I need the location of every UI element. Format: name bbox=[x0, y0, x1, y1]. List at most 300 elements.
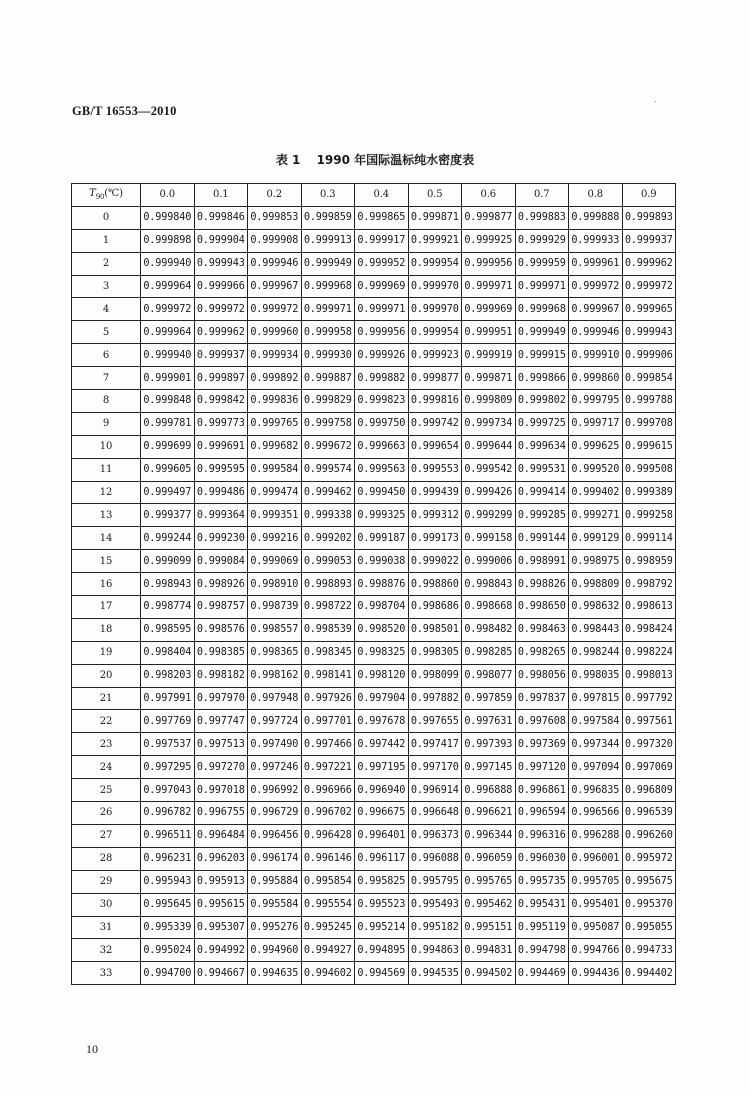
density-cell: 0.997608 bbox=[515, 710, 569, 733]
table-row bbox=[72, 962, 676, 985]
column-header: 0.8 bbox=[569, 184, 623, 207]
table-row bbox=[72, 367, 676, 390]
density-cell: 0.996344 bbox=[462, 824, 516, 847]
density-cell: 0.996373 bbox=[408, 824, 462, 847]
density-cell: 0.998305 bbox=[408, 641, 462, 664]
row-temperature-label: 26 bbox=[72, 802, 141, 825]
density-cell: 0.998722 bbox=[301, 596, 355, 619]
column-header: 0.2 bbox=[248, 184, 302, 207]
density-cell: 0.999952 bbox=[355, 252, 409, 275]
density-cell: 0.995339 bbox=[141, 916, 195, 939]
density-cell: 0.997145 bbox=[462, 756, 516, 779]
density-cell: 0.995431 bbox=[515, 893, 569, 916]
page-number: 10 bbox=[86, 1042, 98, 1056]
table-row bbox=[72, 390, 676, 413]
density-cell: 0.999795 bbox=[569, 390, 623, 413]
density-cell: 0.998975 bbox=[569, 550, 623, 573]
density-cell: 0.994992 bbox=[194, 939, 248, 962]
density-cell: 0.997466 bbox=[301, 733, 355, 756]
density-cell: 0.999584 bbox=[248, 458, 302, 481]
table-caption-title: 1990 年国际温标纯水密度表 bbox=[316, 153, 475, 167]
density-cell: 0.998959 bbox=[622, 550, 676, 573]
table-caption bbox=[0, 151, 750, 168]
density-cell: 0.999940 bbox=[141, 252, 195, 275]
density-cell: 0.999563 bbox=[355, 458, 409, 481]
density-cell: 0.999972 bbox=[622, 275, 676, 298]
density-cell: 0.996428 bbox=[301, 824, 355, 847]
row-temperature-label: 8 bbox=[72, 390, 141, 413]
density-cell: 0.999965 bbox=[622, 298, 676, 321]
density-cell: 0.997537 bbox=[141, 733, 195, 756]
row-temperature-label: 1 bbox=[72, 229, 141, 252]
density-cell: 0.994831 bbox=[462, 939, 516, 962]
density-cell: 0.999971 bbox=[515, 275, 569, 298]
density-cell: 0.996702 bbox=[301, 802, 355, 825]
density-cell: 0.999338 bbox=[301, 504, 355, 527]
density-cell: 0.999414 bbox=[515, 481, 569, 504]
density-cell: 0.999926 bbox=[355, 344, 409, 367]
density-cell: 0.998539 bbox=[301, 618, 355, 641]
density-cell: 0.995854 bbox=[301, 870, 355, 893]
density-cell: 0.997859 bbox=[462, 687, 516, 710]
column-header: 0.7 bbox=[515, 184, 569, 207]
table-row bbox=[72, 710, 676, 733]
density-cell: 0.999271 bbox=[569, 504, 623, 527]
row-temperature-label: 19 bbox=[72, 641, 141, 664]
density-cell: 0.999972 bbox=[248, 298, 302, 321]
density-cell: 0.996566 bbox=[569, 802, 623, 825]
density-cell: 0.999299 bbox=[462, 504, 516, 527]
density-cell: 0.998991 bbox=[515, 550, 569, 573]
table-row bbox=[72, 481, 676, 504]
density-cell: 0.998501 bbox=[408, 618, 462, 641]
density-cell: 0.998285 bbox=[462, 641, 516, 664]
density-cell: 0.997369 bbox=[515, 733, 569, 756]
row-temperature-label: 33 bbox=[72, 962, 141, 985]
density-cell: 0.999968 bbox=[301, 275, 355, 298]
density-cell: 0.999877 bbox=[408, 367, 462, 390]
density-cell: 0.996511 bbox=[141, 824, 195, 847]
density-cell: 0.999006 bbox=[462, 550, 516, 573]
density-cell: 0.998774 bbox=[141, 596, 195, 619]
density-cell: 0.997270 bbox=[194, 756, 248, 779]
density-cell: 0.999022 bbox=[408, 550, 462, 573]
density-cell: 0.997724 bbox=[248, 710, 302, 733]
density-cell: 0.997970 bbox=[194, 687, 248, 710]
density-cell: 0.998632 bbox=[569, 596, 623, 619]
density-cell: 0.999708 bbox=[622, 412, 676, 435]
density-cell: 0.999853 bbox=[248, 206, 302, 229]
density-cell: 0.995523 bbox=[355, 893, 409, 916]
row-temperature-label: 17 bbox=[72, 596, 141, 619]
density-cell: 0.998926 bbox=[194, 573, 248, 596]
temperature-unit: (℃) bbox=[104, 188, 123, 200]
density-cell: 0.999956 bbox=[355, 321, 409, 344]
density-cell: 0.999956 bbox=[462, 252, 516, 275]
table-row bbox=[72, 756, 676, 779]
density-cell: 0.996648 bbox=[408, 802, 462, 825]
density-cell: 0.999854 bbox=[622, 367, 676, 390]
table-row bbox=[72, 802, 676, 825]
density-cell: 0.996539 bbox=[622, 802, 676, 825]
column-header: 0.1 bbox=[194, 184, 248, 207]
row-temperature-label: 14 bbox=[72, 527, 141, 550]
density-cell: 0.998910 bbox=[248, 573, 302, 596]
density-cell: 0.998893 bbox=[301, 573, 355, 596]
row-temperature-label: 29 bbox=[72, 870, 141, 893]
density-cell: 0.998013 bbox=[622, 664, 676, 687]
density-cell: 0.995276 bbox=[248, 916, 302, 939]
density-cell: 0.995214 bbox=[355, 916, 409, 939]
density-cell: 0.996117 bbox=[355, 847, 409, 870]
density-cell: 0.999663 bbox=[355, 435, 409, 458]
density-cell: 0.998668 bbox=[462, 596, 516, 619]
density-cell: 0.997747 bbox=[194, 710, 248, 733]
density-cell: 0.995735 bbox=[515, 870, 569, 893]
row-temperature-label: 23 bbox=[72, 733, 141, 756]
density-cell: 0.997769 bbox=[141, 710, 195, 733]
density-cell: 0.999351 bbox=[248, 504, 302, 527]
density-cell: 0.994667 bbox=[194, 962, 248, 985]
density-cell: 0.995795 bbox=[408, 870, 462, 893]
density-cell: 0.998757 bbox=[194, 596, 248, 619]
density-cell: 0.999084 bbox=[194, 550, 248, 573]
table-row bbox=[72, 298, 676, 321]
density-cell: 0.996914 bbox=[408, 779, 462, 802]
density-cell: 0.997442 bbox=[355, 733, 409, 756]
table-row bbox=[72, 916, 676, 939]
density-cell: 0.999964 bbox=[141, 275, 195, 298]
density-cell: 0.999929 bbox=[515, 229, 569, 252]
density-cell: 0.999038 bbox=[355, 550, 409, 573]
density-cell: 0.999946 bbox=[569, 321, 623, 344]
density-cell: 0.999615 bbox=[622, 435, 676, 458]
density-cell: 0.999644 bbox=[462, 435, 516, 458]
density-cell: 0.999325 bbox=[355, 504, 409, 527]
temperature-symbol: T bbox=[89, 188, 96, 200]
density-cell: 0.994502 bbox=[462, 962, 516, 985]
density-cell: 0.999969 bbox=[355, 275, 409, 298]
density-cell: 0.999725 bbox=[515, 412, 569, 435]
table-row bbox=[72, 550, 676, 573]
density-cell: 0.999970 bbox=[408, 298, 462, 321]
density-cell: 0.995645 bbox=[141, 893, 195, 916]
density-cell: 0.997815 bbox=[569, 687, 623, 710]
density-cell: 0.999901 bbox=[141, 367, 195, 390]
density-cell: 0.997631 bbox=[462, 710, 516, 733]
density-cell: 0.999930 bbox=[301, 344, 355, 367]
density-cell: 0.999908 bbox=[248, 229, 302, 252]
density-cell: 0.997018 bbox=[194, 779, 248, 802]
density-cell: 0.995055 bbox=[622, 916, 676, 939]
density-cell: 0.999553 bbox=[408, 458, 462, 481]
density-cell: 0.999840 bbox=[141, 206, 195, 229]
density-cell: 0.999871 bbox=[408, 206, 462, 229]
table-row bbox=[72, 733, 676, 756]
density-cell: 0.995493 bbox=[408, 893, 462, 916]
row-temperature-label: 27 bbox=[72, 824, 141, 847]
density-cell: 0.999672 bbox=[301, 435, 355, 458]
density-cell: 0.999959 bbox=[515, 252, 569, 275]
density-cell: 0.995370 bbox=[622, 893, 676, 916]
density-cell: 0.999913 bbox=[301, 229, 355, 252]
density-cell: 0.998056 bbox=[515, 664, 569, 687]
density-cell: 0.999964 bbox=[141, 321, 195, 344]
table-caption-label: 表 1 bbox=[275, 153, 301, 167]
density-cell: 0.995182 bbox=[408, 916, 462, 939]
density-cell: 0.997170 bbox=[408, 756, 462, 779]
density-cell: 0.997320 bbox=[622, 733, 676, 756]
density-cell: 0.998557 bbox=[248, 618, 302, 641]
row-temperature-label: 3 bbox=[72, 275, 141, 298]
density-cell: 0.997678 bbox=[355, 710, 409, 733]
density-cell: 0.999258 bbox=[622, 504, 676, 527]
density-cell: 0.996174 bbox=[248, 847, 302, 870]
density-cell: 0.997120 bbox=[515, 756, 569, 779]
density-cell: 0.997295 bbox=[141, 756, 195, 779]
density-cell: 0.999954 bbox=[408, 252, 462, 275]
density-cell: 0.999906 bbox=[622, 344, 676, 367]
density-cell: 0.999765 bbox=[248, 412, 302, 435]
table-row bbox=[72, 618, 676, 641]
column-header: 0.0 bbox=[141, 184, 195, 207]
density-cell: 0.999389 bbox=[622, 481, 676, 504]
density-cell: 0.998244 bbox=[569, 641, 623, 664]
row-temperature-label: 11 bbox=[72, 458, 141, 481]
row-temperature-label: 9 bbox=[72, 412, 141, 435]
density-cell: 0.999053 bbox=[301, 550, 355, 573]
density-cell: 0.999486 bbox=[194, 481, 248, 504]
density-cell: 0.999972 bbox=[194, 298, 248, 321]
table-row bbox=[72, 870, 676, 893]
density-cell: 0.999937 bbox=[622, 229, 676, 252]
density-cell: 0.994766 bbox=[569, 939, 623, 962]
density-cell: 0.998650 bbox=[515, 596, 569, 619]
table-row bbox=[72, 275, 676, 298]
density-cell: 0.996675 bbox=[355, 802, 409, 825]
density-cell: 0.998463 bbox=[515, 618, 569, 641]
density-cell: 0.995554 bbox=[301, 893, 355, 916]
density-cell: 0.999925 bbox=[462, 229, 516, 252]
density-cell: 0.997195 bbox=[355, 756, 409, 779]
row-temperature-label: 13 bbox=[72, 504, 141, 527]
table-row bbox=[72, 504, 676, 527]
density-cell: 0.999933 bbox=[569, 229, 623, 252]
density-cell: 0.999934 bbox=[248, 344, 302, 367]
table-row bbox=[72, 687, 676, 710]
density-cell: 0.999364 bbox=[194, 504, 248, 527]
density-cell: 0.999634 bbox=[515, 435, 569, 458]
density-cell: 0.997991 bbox=[141, 687, 195, 710]
row-temperature-label: 6 bbox=[72, 344, 141, 367]
row-temperature-label: 31 bbox=[72, 916, 141, 939]
density-cell: 0.999244 bbox=[141, 527, 195, 550]
table-row bbox=[72, 229, 676, 252]
density-cell: 0.997069 bbox=[622, 756, 676, 779]
density-cell: 0.997584 bbox=[569, 710, 623, 733]
density-cell: 0.998613 bbox=[622, 596, 676, 619]
column-header: 0.9 bbox=[622, 184, 676, 207]
scan-speck bbox=[655, 101, 656, 102]
density-cell: 0.996992 bbox=[248, 779, 302, 802]
density-cell: 0.999919 bbox=[462, 344, 516, 367]
table-row bbox=[72, 344, 676, 367]
density-cell: 0.999962 bbox=[194, 321, 248, 344]
density-cell: 0.996203 bbox=[194, 847, 248, 870]
density-cell: 0.999972 bbox=[569, 275, 623, 298]
density-cell: 0.998182 bbox=[194, 664, 248, 687]
density-cell: 0.999871 bbox=[462, 367, 516, 390]
density-cell: 0.995151 bbox=[462, 916, 516, 939]
row-temperature-label: 24 bbox=[72, 756, 141, 779]
density-cell: 0.999968 bbox=[515, 298, 569, 321]
table-row bbox=[72, 824, 676, 847]
density-cell: 0.998843 bbox=[462, 573, 516, 596]
row-temperature-label: 18 bbox=[72, 618, 141, 641]
density-cell: 0.998876 bbox=[355, 573, 409, 596]
density-cell: 0.998943 bbox=[141, 573, 195, 596]
density-cell: 0.999823 bbox=[355, 390, 409, 413]
density-cell: 0.999972 bbox=[141, 298, 195, 321]
table-row bbox=[72, 435, 676, 458]
density-cell: 0.999910 bbox=[569, 344, 623, 367]
density-cell: 0.994700 bbox=[141, 962, 195, 985]
density-cell: 0.998035 bbox=[569, 664, 623, 687]
density-cell: 0.999949 bbox=[301, 252, 355, 275]
density-cell: 0.998595 bbox=[141, 618, 195, 641]
density-cell: 0.999915 bbox=[515, 344, 569, 367]
density-cell: 0.999285 bbox=[515, 504, 569, 527]
density-cell: 0.995972 bbox=[622, 847, 676, 870]
density-cell: 0.996782 bbox=[141, 802, 195, 825]
density-cell: 0.996888 bbox=[462, 779, 516, 802]
density-cell: 0.995705 bbox=[569, 870, 623, 893]
row-temperature-label: 2 bbox=[72, 252, 141, 275]
density-cell: 0.994569 bbox=[355, 962, 409, 985]
density-cell: 0.996059 bbox=[462, 847, 516, 870]
density-cell: 0.999971 bbox=[355, 298, 409, 321]
table-row bbox=[72, 596, 676, 619]
density-cell: 0.996755 bbox=[194, 802, 248, 825]
table-row bbox=[72, 412, 676, 435]
density-cell: 0.999173 bbox=[408, 527, 462, 550]
table-row bbox=[72, 527, 676, 550]
density-cell: 0.999961 bbox=[569, 252, 623, 275]
density-cell: 0.999860 bbox=[569, 367, 623, 390]
density-cell: 0.997561 bbox=[622, 710, 676, 733]
density-cell: 0.999892 bbox=[248, 367, 302, 390]
density-cell: 0.996835 bbox=[569, 779, 623, 802]
temperature-column-header bbox=[72, 184, 141, 207]
row-temperature-label: 28 bbox=[72, 847, 141, 870]
row-temperature-label: 32 bbox=[72, 939, 141, 962]
density-cell: 0.999069 bbox=[248, 550, 302, 573]
density-cell: 0.996966 bbox=[301, 779, 355, 802]
density-cell: 0.999954 bbox=[408, 321, 462, 344]
density-cell: 0.999946 bbox=[248, 252, 302, 275]
density-cell: 0.999230 bbox=[194, 527, 248, 550]
density-cell: 0.995615 bbox=[194, 893, 248, 916]
density-cell: 0.997904 bbox=[355, 687, 409, 710]
density-cell: 0.999967 bbox=[569, 298, 623, 321]
row-temperature-label: 21 bbox=[72, 687, 141, 710]
density-cell: 0.996940 bbox=[355, 779, 409, 802]
density-cell: 0.999312 bbox=[408, 504, 462, 527]
density-cell: 0.996288 bbox=[569, 824, 623, 847]
standard-code-header: GB/T 16553—2010 bbox=[72, 104, 177, 118]
density-cell: 0.998365 bbox=[248, 641, 302, 664]
density-cell: 0.997513 bbox=[194, 733, 248, 756]
table-header-row bbox=[72, 184, 676, 207]
density-cell: 0.999462 bbox=[301, 481, 355, 504]
density-cell: 0.997792 bbox=[622, 687, 676, 710]
density-cell: 0.999960 bbox=[248, 321, 302, 344]
density-cell: 0.998265 bbox=[515, 641, 569, 664]
density-cell: 0.998385 bbox=[194, 641, 248, 664]
density-cell: 0.994733 bbox=[622, 939, 676, 962]
density-cell: 0.999883 bbox=[515, 206, 569, 229]
density-cell: 0.999943 bbox=[622, 321, 676, 344]
density-cell: 0.999921 bbox=[408, 229, 462, 252]
density-cell: 0.996809 bbox=[622, 779, 676, 802]
density-cell: 0.998224 bbox=[622, 641, 676, 664]
density-cell: 0.999904 bbox=[194, 229, 248, 252]
density-cell: 0.999474 bbox=[248, 481, 302, 504]
density-cell: 0.995884 bbox=[248, 870, 302, 893]
density-cell: 0.999099 bbox=[141, 550, 195, 573]
density-cell: 0.996621 bbox=[462, 802, 516, 825]
density-cell: 0.999893 bbox=[622, 206, 676, 229]
density-cell: 0.994927 bbox=[301, 939, 355, 962]
density-cell: 0.998162 bbox=[248, 664, 302, 687]
density-cell: 0.994960 bbox=[248, 939, 302, 962]
table-row bbox=[72, 893, 676, 916]
density-cell: 0.999829 bbox=[301, 390, 355, 413]
density-cell: 0.999842 bbox=[194, 390, 248, 413]
density-cell: 0.999574 bbox=[301, 458, 355, 481]
density-cell: 0.999882 bbox=[355, 367, 409, 390]
density-cell: 0.996260 bbox=[622, 824, 676, 847]
table-row bbox=[72, 664, 676, 687]
density-cell: 0.999898 bbox=[141, 229, 195, 252]
density-cell: 0.996729 bbox=[248, 802, 302, 825]
density-cell: 0.999951 bbox=[462, 321, 516, 344]
density-cell: 0.999969 bbox=[462, 298, 516, 321]
table-row bbox=[72, 847, 676, 870]
density-cell: 0.996001 bbox=[569, 847, 623, 870]
column-header: 0.5 bbox=[408, 184, 462, 207]
density-cell: 0.997701 bbox=[301, 710, 355, 733]
column-header: 0.3 bbox=[301, 184, 355, 207]
row-temperature-label: 5 bbox=[72, 321, 141, 344]
density-cell: 0.996316 bbox=[515, 824, 569, 847]
table-row bbox=[72, 573, 676, 596]
table-row bbox=[72, 458, 676, 481]
density-cell: 0.998325 bbox=[355, 641, 409, 664]
density-cell: 0.999691 bbox=[194, 435, 248, 458]
density-cell: 0.995087 bbox=[569, 916, 623, 939]
density-cell: 0.999605 bbox=[141, 458, 195, 481]
density-cell: 0.999887 bbox=[301, 367, 355, 390]
density-cell: 0.999758 bbox=[301, 412, 355, 435]
density-cell: 0.999943 bbox=[194, 252, 248, 275]
density-cell: 0.999962 bbox=[622, 252, 676, 275]
density-cell: 0.999773 bbox=[194, 412, 248, 435]
density-cell: 0.999531 bbox=[515, 458, 569, 481]
density-cell: 0.994863 bbox=[408, 939, 462, 962]
density-cell: 0.998739 bbox=[248, 596, 302, 619]
density-cell: 0.997393 bbox=[462, 733, 516, 756]
